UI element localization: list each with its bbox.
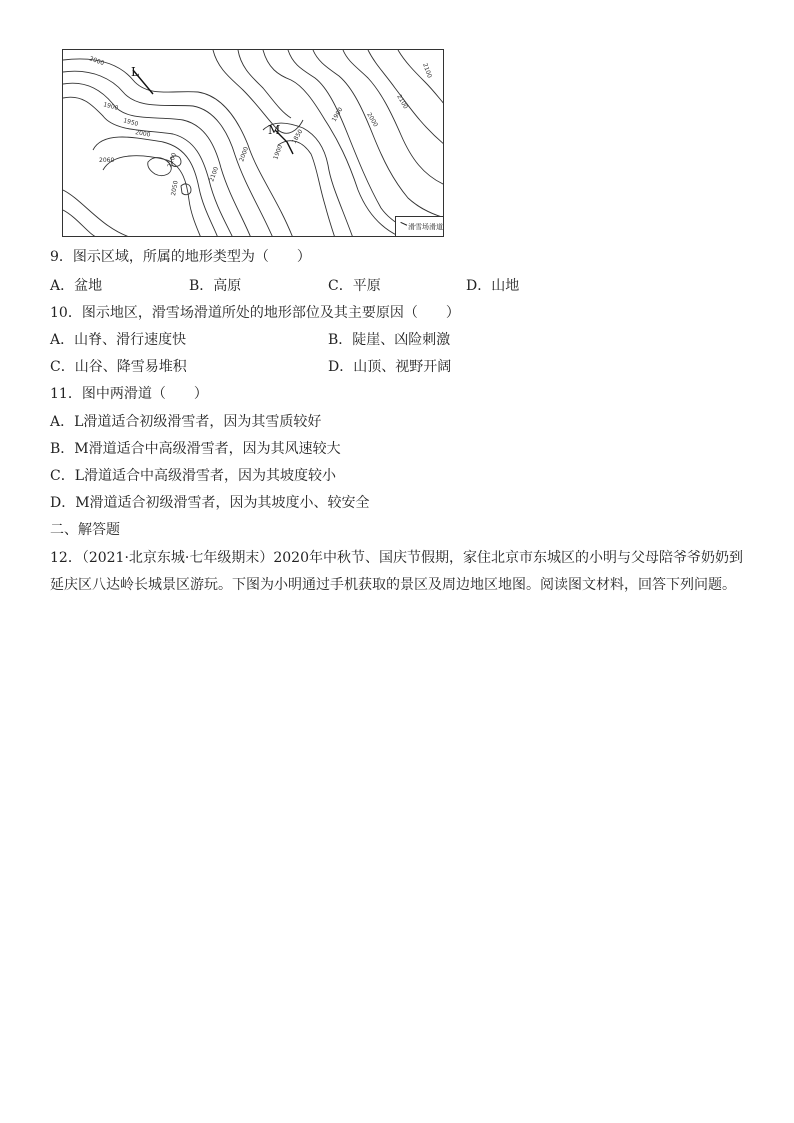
label-m: M bbox=[268, 123, 281, 137]
contour-label: 2100 bbox=[395, 93, 409, 111]
contour-label: 2000 bbox=[88, 55, 106, 68]
contour-lines bbox=[63, 50, 444, 237]
legend-label: 滑雪场滑道 bbox=[408, 222, 443, 231]
contour-label: 2000 bbox=[238, 145, 251, 163]
label-l: L bbox=[131, 65, 139, 79]
contour-label: 2100 bbox=[166, 151, 179, 169]
contour-label: 1900 bbox=[272, 143, 285, 161]
question-11-stem: 11．图中两滑道（ ） bbox=[50, 386, 208, 402]
contour-map bbox=[62, 49, 444, 237]
q10-option-a: A．山脊、滑行速度快 bbox=[50, 332, 187, 348]
contour-label: 1900 bbox=[102, 101, 120, 112]
q11-option-c: C．L滑道适合中高级滑雪者，因为其坡度较小 bbox=[50, 468, 337, 484]
q11-option-d: D．M滑道适合初级滑雪者，因为其坡度小、较安全 bbox=[50, 495, 370, 511]
contour-label: 1850 bbox=[290, 128, 305, 145]
q10-option-c: C．山谷、降雪易堆积 bbox=[50, 359, 187, 375]
contour-label: 2000 bbox=[365, 111, 379, 129]
contour-label: 2000 bbox=[134, 129, 151, 139]
contour-label: 1900 bbox=[330, 106, 345, 123]
contour-label: 2060 bbox=[99, 157, 115, 164]
contour-label: 2050 bbox=[170, 180, 180, 197]
question-12-text: 12．（2021·北京东城·七年级期末）2020年中秋节、国庆节假期，家住北京市东城区的小明与父母陪爷爷奶奶到延庆区八达岭长城景区游玩。下图为小明通过手机获取的景区及周边地区地图。阅读图文材料，回答下列问题。 bbox=[50, 550, 743, 593]
contour-label: 2100 bbox=[421, 62, 433, 80]
contour-label: 2100 bbox=[208, 165, 221, 183]
q9-option-d: D．山地 bbox=[466, 278, 520, 294]
q10-option-d: D．山顶、视野开阔 bbox=[328, 359, 452, 375]
ski-run-symbol-icon bbox=[398, 222, 407, 231]
q9-option-c: C．平原 bbox=[328, 278, 381, 294]
question-9-stem: 9．图示区域，所属的地形类型为（ ） bbox=[50, 249, 311, 265]
q10-option-b: B．陡崖、凶险刺激 bbox=[328, 332, 451, 348]
q11-option-b: B．M滑道适合中高级滑雪者，因为其风速较大 bbox=[50, 441, 341, 457]
q9-option-b: B．高原 bbox=[189, 278, 242, 294]
map-legend bbox=[395, 216, 443, 236]
q9-option-a: A．盆地 bbox=[50, 278, 103, 294]
question-10-stem: 10．图示地区，滑雪场滑道所处的地形部位及其主要原因（ ） bbox=[50, 305, 460, 321]
q11-option-a: A．L滑道适合初级滑雪者，因为其雪质较好 bbox=[50, 414, 322, 430]
contour-label: 1950 bbox=[122, 117, 140, 128]
section-title: 二、解答题 bbox=[50, 522, 120, 538]
